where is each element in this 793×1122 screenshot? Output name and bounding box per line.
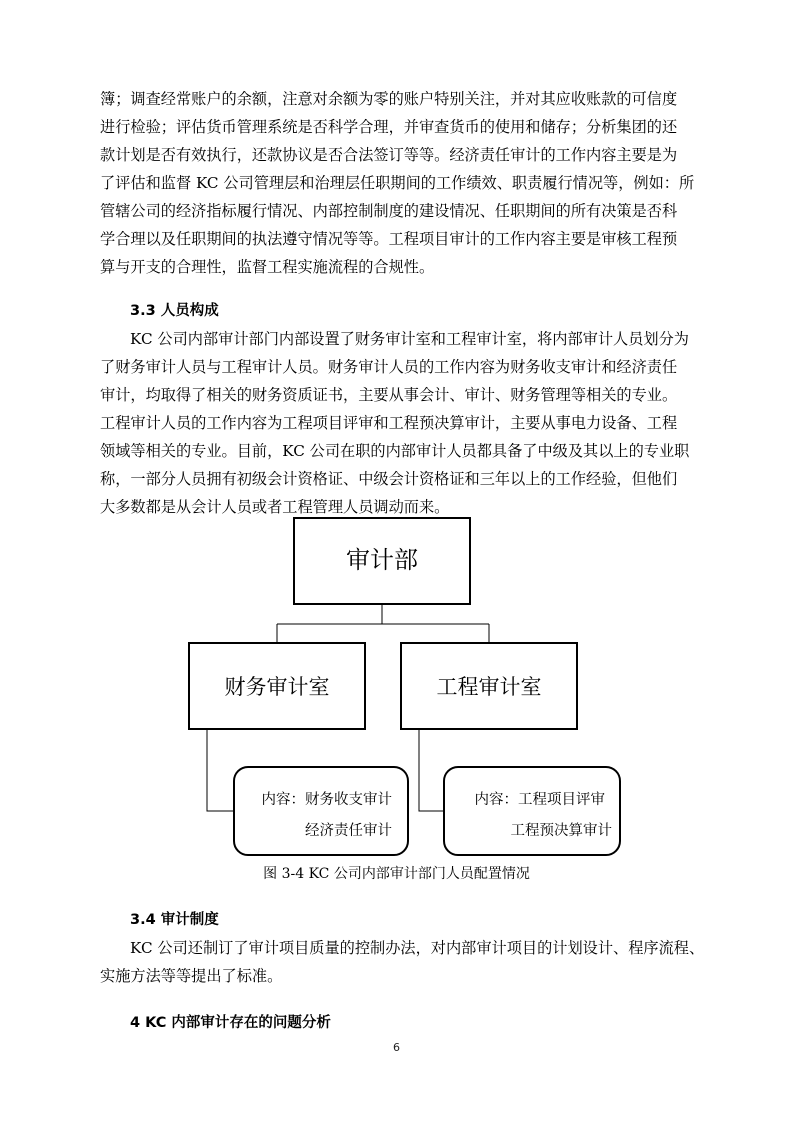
text-line: 簿；调查经常账户的余额，注意对余额为零的账户特别关注，并对其应收账款的可信度: [100, 90, 678, 108]
text-line: 实施方法等等提出了标准。: [100, 967, 283, 985]
text-line: 算与开支的合理性，监督工程实施流程的合规性。: [100, 258, 435, 276]
text-line: 审计，均取得了相关的财务资质证书，主要从事会计、审计、财务管理等相关的专业。: [100, 386, 678, 404]
org-engineering-content-box: [444, 767, 620, 855]
text-line: 称，一部分人员拥有初级会计资格证、中级会计资格证和三年以上的工作经验，但他们: [100, 470, 678, 488]
text-line: KC 公司还制订了审计项目质量的控制办法，对内部审计项目的计划设计、程序流程、: [130, 939, 705, 957]
org-finance-content-box: [234, 767, 408, 855]
org-root-label: 审计部: [346, 546, 418, 574]
text-line: 了财务审计人员与工程审计人员。财务审计人员的工作内容为财务收支审计和经济责任: [100, 358, 678, 376]
section-heading-3-4: 3.4 审计制度: [130, 912, 219, 928]
text-line: 管辖公司的经济指标履行情况、内部控制制度的建设情况、任职期间的所有决策是否科: [100, 202, 678, 220]
page-number: 6: [393, 1041, 400, 1054]
text-line: 了评估和监督 KC 公司管理层和治理层任职期间的工作绩效、职责履行情况等，例如：所: [100, 174, 695, 192]
text-line: 款计划是否有效执行，还款协议是否合法签订等等。经济责任审计的工作内容主要是为: [100, 146, 678, 164]
org-finance-office-label: 财务审计室: [224, 675, 330, 699]
org-finance-content-line1: 内容：财务收支审计: [261, 792, 392, 808]
text-line: 大多数都是从会计人员或者工程管理人员调动而来。: [100, 498, 450, 516]
text-line: 学合理以及任职期间的执法遵守情况等等。工程项目审计的工作内容主要是审核工程预: [100, 230, 678, 248]
section-3-4-paragraph: [100, 934, 712, 990]
org-engineering-content-line2: 工程预决算审计: [510, 823, 612, 839]
text-line: 领域等相关的专业。目前，KC 公司在职的内部审计人员都具备了中级及其以上的专业职: [100, 442, 690, 460]
org-engineering-office-label: 工程审计室: [436, 675, 542, 699]
org-engineering-content-line1: 内容：工程项目评审: [474, 792, 605, 808]
figure-caption: 图 3-4 KC 公司内部审计部门人员配置情况: [263, 866, 530, 882]
section-heading-4: 4 KC 内部审计存在的问题分析: [130, 1015, 331, 1031]
text-line: 工程审计人员的工作内容为工程项目评审和工程预决算审计，主要从事电力设备、工程: [100, 414, 678, 432]
org-finance-content-line2: 经济责任审计: [305, 823, 392, 839]
section-heading-3-3: 3.3 人员构成: [130, 303, 219, 319]
text-line: KC 公司内部审计部门内部设置了财务审计室和工程审计室，将内部审计人员划分为: [130, 330, 689, 348]
text-line: 进行检验；评估货币管理系统是否科学合理，并审查货币的使用和储存；分析集团的还: [100, 118, 678, 136]
